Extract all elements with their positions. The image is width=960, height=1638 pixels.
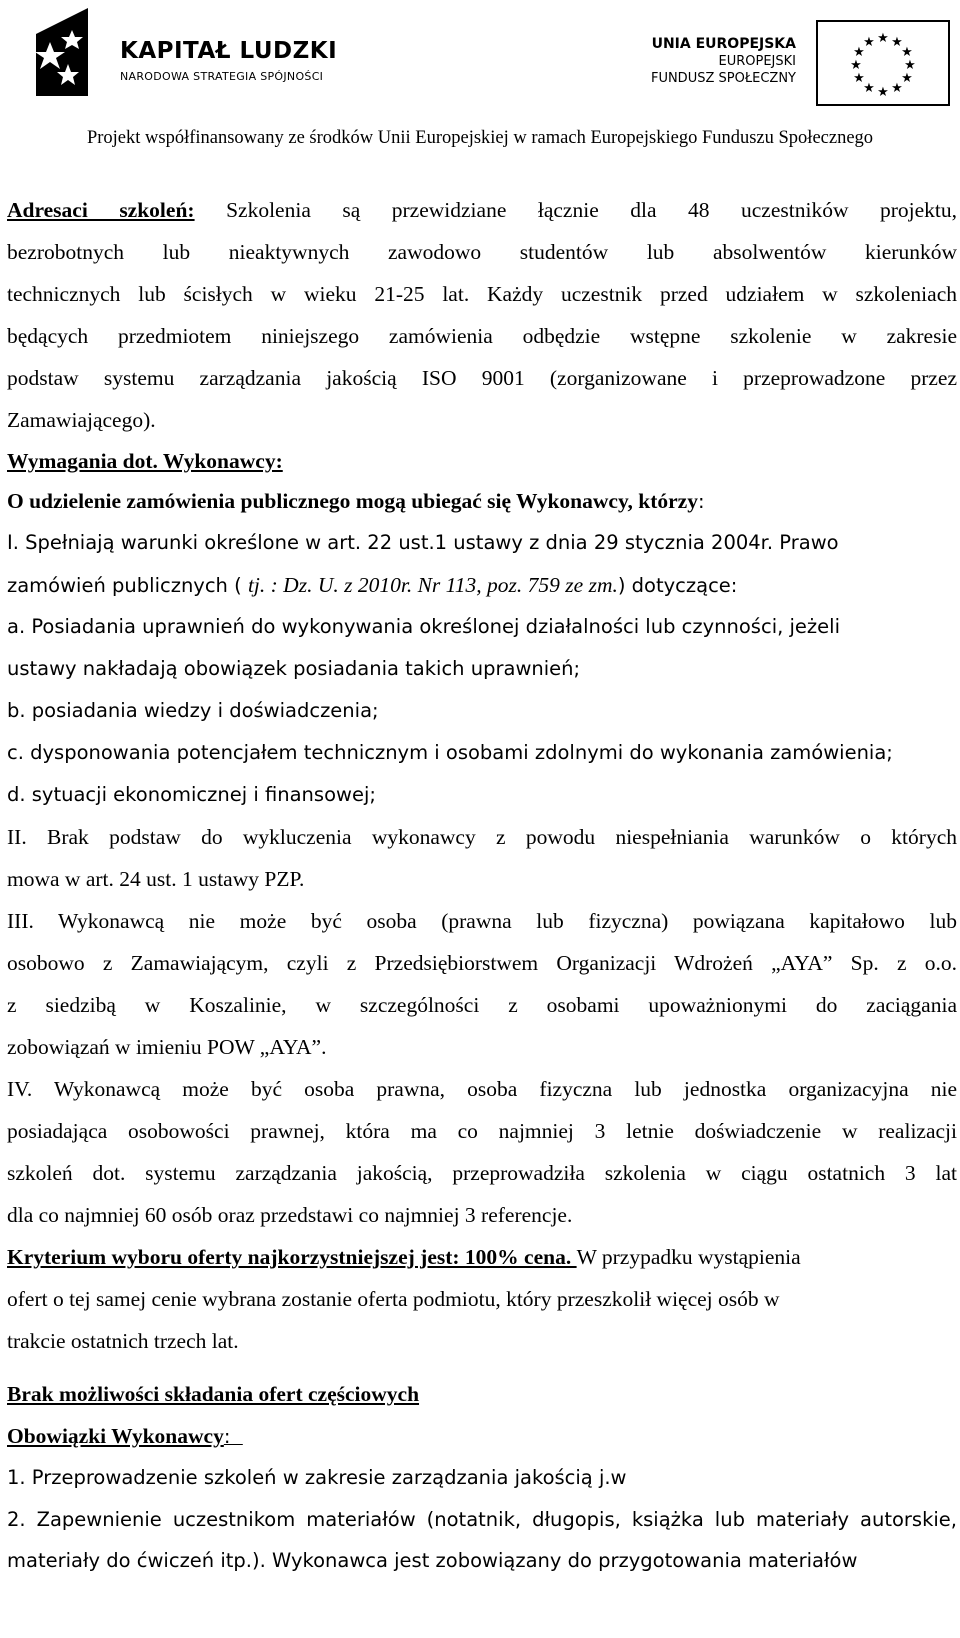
kryterium-label: Kryterium wyboru oferty najkorzystniejszej jest: 100% cena. [7, 1245, 577, 1269]
point-I-line-2-b: tj. : Dz. U. z 2010r. Nr 113, poz. 759 ze zm. [247, 573, 618, 597]
obowiazki-heading-tail: : [223, 1425, 243, 1448]
svg-text:★: ★ [904, 58, 916, 73]
svg-text:★: ★ [850, 58, 862, 73]
point-IV-line-2: posiadająca osobowości prawnej, która ma co najmniej 3 letnie doświadczenie w realizacji [7, 1119, 957, 1143]
point-IV-line-4: dla co najmniej 60 osób oraz przedstawi co najmniej 3 referencje. [7, 1203, 573, 1227]
adresaci-line-1 [7, 195, 957, 225]
eu-logo [612, 20, 946, 108]
point-IV-line-1: IV. Wykonawcą może być osoba prawna, osoba fizyczna lub jednostka organizacyjna nie [7, 1077, 957, 1101]
point-I-line-2 [7, 570, 737, 600]
point-III-line-1: III. Wykonawcą nie może być osoba (prawna lub fizyczna) powiązana kapitałowo lub [7, 909, 957, 933]
kapital-ludzki-logo [28, 4, 338, 96]
point-I-line-2-a: zamówień publicznych ( [7, 574, 248, 597]
point-c: c. dysponowania potencjałem technicznym i osobami zdolnymi do wykonania zamówienia; [7, 741, 893, 764]
svg-text:★: ★ [863, 35, 875, 50]
point-IV-line-3: szkoleń dot. systemu zarządzania jakością, przeprowadziła szkolenia w ciągu ostatnich 3 lat [7, 1161, 957, 1185]
wymagania-heading: Wymagania dot. Wykonawcy: [7, 449, 283, 473]
obowiazek-2-line-1: 2. Zapewnienie uczestnikom materiałów (notatnik, długopis, książka lub materiały autorskie, [7, 1508, 957, 1531]
wymagania-subheading-colon: : [697, 490, 705, 513]
svg-text:★: ★ [853, 71, 865, 86]
point-III-line-2: osobowo z Zamawiającym, czyli z Przedsiębiorstwem Organizacji Wdrożeń „AYA” Sp. z o.o. [7, 951, 957, 975]
svg-text:★: ★ [877, 85, 889, 100]
obowiazki-heading [7, 1421, 243, 1451]
eu-flag-icon [816, 20, 950, 106]
adresaci-label: Adresaci szkoleń: [7, 198, 195, 222]
point-d: d. sytuacji ekonomicznej i finansowej; [7, 783, 376, 806]
point-a-line-2: ustawy nakładają obowiązek posiadania takich uprawnień; [7, 657, 581, 680]
wymagania-subheading-text: O udzielenie zamówienia publicznego mogą ubiegać się Wykonawcy, którzy [7, 489, 698, 513]
kryterium-line-3: trakcie ostatnich trzech lat. [7, 1329, 239, 1353]
adresaci-line-4: będących przedmiotem niniejszego zamówienia odbędzie wstępne szkolenie w zakresie [7, 324, 957, 348]
adresaci-line-6: Zamawiającego). [7, 408, 156, 432]
point-III-line-4: zobowiązań w imieniu POW „AYA”. [7, 1035, 327, 1059]
kryterium-text-1: W przypadku wystąpienia [576, 1245, 801, 1269]
brak-ofert-czesciowych-heading: Brak możliwości składania ofert częściowych [7, 1382, 420, 1406]
point-III-line-3: z siedzibą w Koszalinie, w szczególności z osobami upoważnionymi do zaciągania [7, 993, 957, 1017]
kryterium-line-1 [7, 1242, 801, 1272]
obowiazek-2-line-2: materiały do ćwiczeń itp.). Wykonawca jest zobowiązany do przygotowania materiałów [7, 1549, 858, 1572]
kapital-ludzki-subtitle: NARODOWA STRATEGIA SPÓJNOŚCI [120, 70, 324, 83]
kryterium-line-2: ofert o tej samej cenie wybrana zostanie oferta podmiotu, który przeszkolił więcej osób w [7, 1287, 780, 1311]
point-b: b. posiadania wiedzy i doświadczenia; [7, 699, 379, 722]
svg-text:★: ★ [901, 71, 913, 86]
svg-text:★: ★ [877, 31, 889, 46]
eu-line-1: UNIA EUROPEJSKA [651, 36, 796, 52]
point-II-line-1: II. Brak podstaw do wykluczenia wykonawcy z powodu niespełniania warunków o których [7, 825, 957, 849]
page-header [0, 0, 960, 170]
svg-text:★: ★ [891, 81, 903, 96]
eu-logo-text [651, 36, 796, 87]
point-a-line-1: a. Posiadania uprawnień do wykonywania określonej działalności lub czynności, jeżeli [7, 615, 840, 638]
point-II-line-2: mowa w art. 24 ust. 1 ustawy PZP. [7, 867, 305, 891]
kapital-ludzki-emblem-icon [28, 4, 120, 96]
kapital-ludzki-title: KAPITAŁ LUDZKI [120, 38, 338, 64]
svg-text:★: ★ [863, 81, 875, 96]
point-I-line-1: I. Spełniają warunki określone w art. 22 ust.1 ustawy z dnia 29 stycznia 2004r. Prawo [7, 531, 839, 554]
svg-text:★: ★ [891, 35, 903, 50]
eu-line-2: EUROPEJSKI [718, 54, 796, 69]
adresaci-line-5: podstaw systemu zarządzania jakością ISO 9001 (zorganizowane i przeprowadzone przez [7, 366, 957, 390]
adresaci-line-2: bezrobotnych lub nieaktywnych zawodowo studentów lub absolwentów kierunków [7, 240, 957, 264]
project-cofinancing-line: Projekt współfinansowany ze środków Unii Europejskiej w ramach Europejskiego Funduszu Społecznego [86, 128, 874, 148]
point-I-line-2-c: ) dotyczące: [617, 574, 738, 597]
svg-text:★: ★ [901, 45, 913, 60]
adresaci-text-1: Szkolenia są przewidziane łącznie dla 48 uczestników projektu, [226, 198, 957, 222]
obowiazki-heading-text: Obowiązki Wykonawcy [7, 1424, 224, 1448]
eu-line-3: FUNDUSZ SPOŁECZNY [650, 71, 796, 86]
obowiazek-1: 1. Przeprowadzenie szkoleń w zakresie zarządzania jakością j.w [7, 1466, 627, 1489]
wymagania-subheading [7, 486, 705, 516]
adresaci-line-3: technicznych lub ścisłych w wieku 21-25 lat. Każdy uczestnik przed udziałem w szkoleniach [7, 282, 957, 306]
svg-text:★: ★ [853, 45, 865, 60]
